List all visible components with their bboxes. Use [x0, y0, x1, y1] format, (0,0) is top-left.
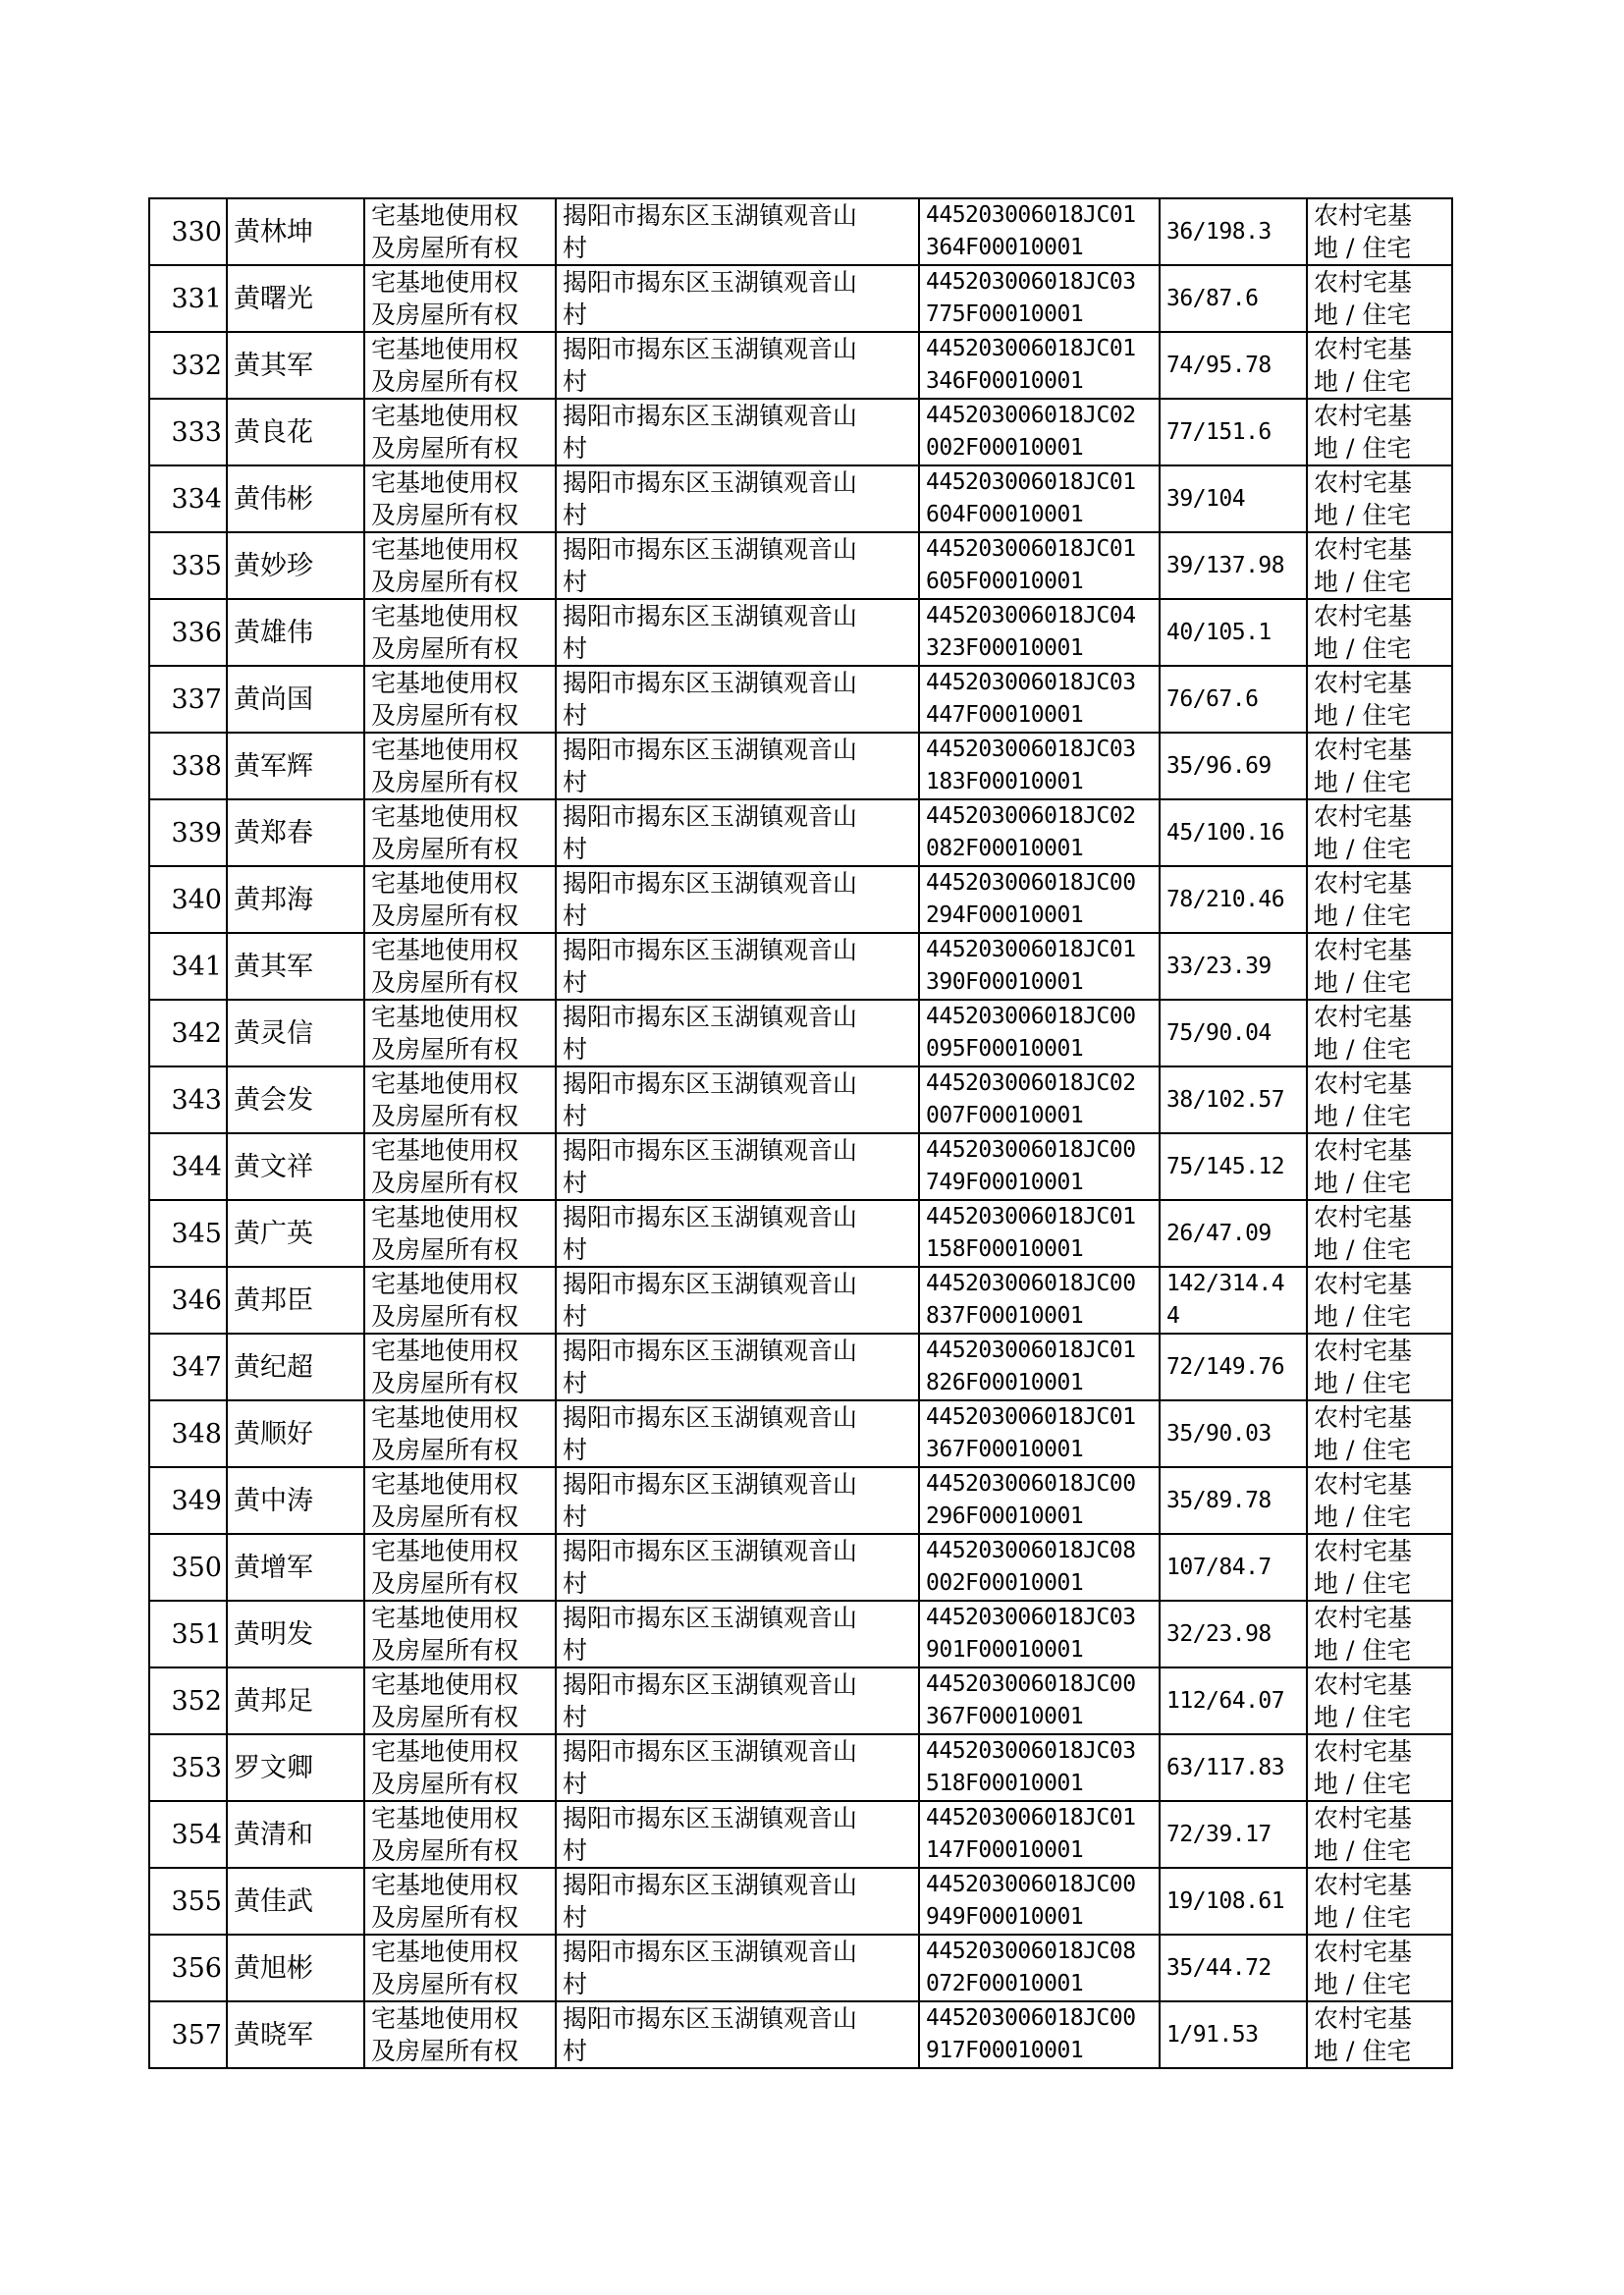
row-number-cell: 354 — [149, 1801, 227, 1868]
row-number-cell: 346 — [149, 1267, 227, 1334]
land-use-cell: 农村宅基 地 / 住宅 — [1307, 666, 1452, 733]
table-row — [149, 666, 1452, 733]
land-use-cell: 农村宅基 地 / 住宅 — [1307, 1000, 1452, 1066]
row-number-cell: 339 — [149, 799, 227, 866]
land-use-cell: 农村宅基 地 / 住宅 — [1307, 198, 1452, 265]
owner-name-cell: 黄晓军 — [227, 2001, 364, 2068]
location-cell: 揭阳市揭东区玉湖镇观音山 村 — [556, 933, 919, 1000]
area-cell: 40/105.1 — [1160, 599, 1307, 666]
table-row — [149, 532, 1452, 599]
table-row — [149, 599, 1452, 666]
table-row — [149, 1200, 1452, 1267]
land-use-cell: 农村宅基 地 / 住宅 — [1307, 399, 1452, 465]
row-number-cell: 355 — [149, 1868, 227, 1935]
land-use-cell: 农村宅基 地 / 住宅 — [1307, 265, 1452, 332]
land-use-cell: 农村宅基 地 / 住宅 — [1307, 2001, 1452, 2068]
area-cell: 72/149.76 — [1160, 1334, 1307, 1400]
area-cell: 72/39.17 — [1160, 1801, 1307, 1868]
right-type-cell: 宅基地使用权 及房屋所有权 — [364, 866, 556, 933]
owner-name-cell: 罗文卿 — [227, 1734, 364, 1801]
owner-name-cell: 黄明发 — [227, 1601, 364, 1667]
land-use-cell: 农村宅基 地 / 住宅 — [1307, 1534, 1452, 1601]
unit-code-cell: 445203006018JC02 002F00010001 — [919, 399, 1160, 465]
row-number-cell: 347 — [149, 1334, 227, 1400]
unit-code-cell: 445203006018JC04 323F00010001 — [919, 599, 1160, 666]
owner-name-cell: 黄曙光 — [227, 265, 364, 332]
owner-name-cell: 黄增军 — [227, 1534, 364, 1601]
unit-code-cell: 445203006018JC01 364F00010001 — [919, 198, 1160, 265]
right-type-cell: 宅基地使用权 及房屋所有权 — [364, 465, 556, 532]
area-cell: 112/64.07 — [1160, 1667, 1307, 1734]
unit-code-cell: 445203006018JC03 901F00010001 — [919, 1601, 1160, 1667]
table-row — [149, 1267, 1452, 1334]
right-type-cell: 宅基地使用权 及房屋所有权 — [364, 1267, 556, 1334]
row-number-cell: 344 — [149, 1133, 227, 1200]
unit-code-cell: 445203006018JC01 158F00010001 — [919, 1200, 1160, 1267]
land-use-cell: 农村宅基 地 / 住宅 — [1307, 1734, 1452, 1801]
right-type-cell: 宅基地使用权 及房屋所有权 — [364, 1667, 556, 1734]
location-cell: 揭阳市揭东区玉湖镇观音山 村 — [556, 1000, 919, 1066]
area-cell: 63/117.83 — [1160, 1734, 1307, 1801]
table-row — [149, 198, 1452, 265]
owner-name-cell: 黄邦足 — [227, 1667, 364, 1734]
right-type-cell: 宅基地使用权 及房屋所有权 — [364, 599, 556, 666]
owner-name-cell: 黄邦臣 — [227, 1267, 364, 1334]
land-use-cell: 农村宅基 地 / 住宅 — [1307, 1667, 1452, 1734]
table-row — [149, 1801, 1452, 1868]
right-type-cell: 宅基地使用权 及房屋所有权 — [364, 1801, 556, 1868]
owner-name-cell: 黄旭彬 — [227, 1935, 364, 2001]
owner-name-cell: 黄其军 — [227, 332, 364, 399]
location-cell: 揭阳市揭东区玉湖镇观音山 村 — [556, 265, 919, 332]
location-cell: 揭阳市揭东区玉湖镇观音山 村 — [556, 399, 919, 465]
land-use-cell: 农村宅基 地 / 住宅 — [1307, 933, 1452, 1000]
area-cell: 76/67.6 — [1160, 666, 1307, 733]
owner-name-cell: 黄其军 — [227, 933, 364, 1000]
table-row — [149, 1400, 1452, 1467]
location-cell: 揭阳市揭东区玉湖镇观音山 村 — [556, 1467, 919, 1534]
unit-code-cell: 445203006018JC00 095F00010001 — [919, 1000, 1160, 1066]
land-use-cell: 农村宅基 地 / 住宅 — [1307, 1400, 1452, 1467]
unit-code-cell: 445203006018JC01 826F00010001 — [919, 1334, 1160, 1400]
land-use-cell: 农村宅基 地 / 住宅 — [1307, 1601, 1452, 1667]
land-use-cell: 农村宅基 地 / 住宅 — [1307, 1935, 1452, 2001]
area-cell: 36/198.3 — [1160, 198, 1307, 265]
table-row — [149, 1734, 1452, 1801]
unit-code-cell: 445203006018JC00 367F00010001 — [919, 1667, 1160, 1734]
table-row — [149, 399, 1452, 465]
unit-code-cell: 445203006018JC01 604F00010001 — [919, 465, 1160, 532]
location-cell: 揭阳市揭东区玉湖镇观音山 村 — [556, 1066, 919, 1133]
right-type-cell: 宅基地使用权 及房屋所有权 — [364, 399, 556, 465]
owner-name-cell: 黄灵信 — [227, 1000, 364, 1066]
table-row — [149, 866, 1452, 933]
land-rights-table — [148, 197, 1453, 2069]
right-type-cell: 宅基地使用权 及房屋所有权 — [364, 1935, 556, 2001]
row-number-cell: 350 — [149, 1534, 227, 1601]
owner-name-cell: 黄良花 — [227, 399, 364, 465]
area-cell: 78/210.46 — [1160, 866, 1307, 933]
location-cell: 揭阳市揭东区玉湖镇观音山 村 — [556, 599, 919, 666]
right-type-cell: 宅基地使用权 及房屋所有权 — [364, 1200, 556, 1267]
right-type-cell: 宅基地使用权 及房屋所有权 — [364, 666, 556, 733]
area-cell: 33/23.39 — [1160, 933, 1307, 1000]
area-cell: 45/100.16 — [1160, 799, 1307, 866]
table-row — [149, 733, 1452, 799]
location-cell: 揭阳市揭东区玉湖镇观音山 村 — [556, 1734, 919, 1801]
land-use-cell: 农村宅基 地 / 住宅 — [1307, 1334, 1452, 1400]
table-row — [149, 1133, 1452, 1200]
area-cell: 35/96.69 — [1160, 733, 1307, 799]
location-cell: 揭阳市揭东区玉湖镇观音山 村 — [556, 198, 919, 265]
location-cell: 揭阳市揭东区玉湖镇观音山 村 — [556, 799, 919, 866]
location-cell: 揭阳市揭东区玉湖镇观音山 村 — [556, 1667, 919, 1734]
row-number-cell: 336 — [149, 599, 227, 666]
right-type-cell: 宅基地使用权 及房屋所有权 — [364, 2001, 556, 2068]
row-number-cell: 341 — [149, 933, 227, 1000]
right-type-cell: 宅基地使用权 及房屋所有权 — [364, 733, 556, 799]
area-cell: 75/90.04 — [1160, 1000, 1307, 1066]
row-number-cell: 334 — [149, 465, 227, 532]
row-number-cell: 351 — [149, 1601, 227, 1667]
right-type-cell: 宅基地使用权 及房屋所有权 — [364, 1734, 556, 1801]
location-cell: 揭阳市揭东区玉湖镇观音山 村 — [556, 1801, 919, 1868]
table-row — [149, 799, 1452, 866]
table-row — [149, 1868, 1452, 1935]
land-use-cell: 农村宅基 地 / 住宅 — [1307, 599, 1452, 666]
row-number-cell: 333 — [149, 399, 227, 465]
area-cell: 75/145.12 — [1160, 1133, 1307, 1200]
location-cell: 揭阳市揭东区玉湖镇观音山 村 — [556, 1601, 919, 1667]
right-type-cell: 宅基地使用权 及房屋所有权 — [364, 1601, 556, 1667]
location-cell: 揭阳市揭东区玉湖镇观音山 村 — [556, 332, 919, 399]
row-number-cell: 352 — [149, 1667, 227, 1734]
row-number-cell: 357 — [149, 2001, 227, 2068]
table-row — [149, 2001, 1452, 2068]
area-cell: 1/91.53 — [1160, 2001, 1307, 2068]
location-cell: 揭阳市揭东区玉湖镇观音山 村 — [556, 1534, 919, 1601]
table-row — [149, 1667, 1452, 1734]
unit-code-cell: 445203006018JC01 390F00010001 — [919, 933, 1160, 1000]
table-row — [149, 465, 1452, 532]
row-number-cell: 332 — [149, 332, 227, 399]
right-type-cell: 宅基地使用权 及房屋所有权 — [364, 1467, 556, 1534]
unit-code-cell: 445203006018JC00 749F00010001 — [919, 1133, 1160, 1200]
owner-name-cell: 黄伟彬 — [227, 465, 364, 532]
owner-name-cell: 黄雄伟 — [227, 599, 364, 666]
table-row — [149, 1334, 1452, 1400]
land-use-cell: 农村宅基 地 / 住宅 — [1307, 1868, 1452, 1935]
unit-code-cell: 445203006018JC01 147F00010001 — [919, 1801, 1160, 1868]
table-body — [149, 198, 1452, 2068]
unit-code-cell: 445203006018JC03 775F00010001 — [919, 265, 1160, 332]
area-cell: 36/87.6 — [1160, 265, 1307, 332]
location-cell: 揭阳市揭东区玉湖镇观音山 村 — [556, 1334, 919, 1400]
unit-code-cell: 445203006018JC00 294F00010001 — [919, 866, 1160, 933]
table-row — [149, 1000, 1452, 1066]
table-row — [149, 933, 1452, 1000]
location-cell: 揭阳市揭东区玉湖镇观音山 村 — [556, 1868, 919, 1935]
right-type-cell: 宅基地使用权 及房屋所有权 — [364, 198, 556, 265]
land-use-cell: 农村宅基 地 / 住宅 — [1307, 866, 1452, 933]
area-cell: 142/314.4 4 — [1160, 1267, 1307, 1334]
land-use-cell: 农村宅基 地 / 住宅 — [1307, 1133, 1452, 1200]
row-number-cell: 338 — [149, 733, 227, 799]
location-cell: 揭阳市揭东区玉湖镇观音山 村 — [556, 1133, 919, 1200]
unit-code-cell: 445203006018JC01 605F00010001 — [919, 532, 1160, 599]
row-number-cell: 356 — [149, 1935, 227, 2001]
unit-code-cell: 445203006018JC03 447F00010001 — [919, 666, 1160, 733]
table-row — [149, 1467, 1452, 1534]
land-use-cell: 农村宅基 地 / 住宅 — [1307, 332, 1452, 399]
location-cell: 揭阳市揭东区玉湖镇观音山 村 — [556, 733, 919, 799]
right-type-cell: 宅基地使用权 及房屋所有权 — [364, 1066, 556, 1133]
right-type-cell: 宅基地使用权 及房屋所有权 — [364, 332, 556, 399]
right-type-cell: 宅基地使用权 及房屋所有权 — [364, 1534, 556, 1601]
owner-name-cell: 黄清和 — [227, 1801, 364, 1868]
owner-name-cell: 黄郑春 — [227, 799, 364, 866]
location-cell: 揭阳市揭东区玉湖镇观音山 村 — [556, 532, 919, 599]
table-row — [149, 1601, 1452, 1667]
unit-code-cell: 445203006018JC08 072F00010001 — [919, 1935, 1160, 2001]
area-cell: 74/95.78 — [1160, 332, 1307, 399]
location-cell: 揭阳市揭东区玉湖镇观音山 村 — [556, 1267, 919, 1334]
row-number-cell: 343 — [149, 1066, 227, 1133]
unit-code-cell: 445203006018JC00 917F00010001 — [919, 2001, 1160, 2068]
owner-name-cell: 黄尚国 — [227, 666, 364, 733]
land-use-cell: 农村宅基 地 / 住宅 — [1307, 1200, 1452, 1267]
area-cell: 107/84.7 — [1160, 1534, 1307, 1601]
row-number-cell: 340 — [149, 866, 227, 933]
right-type-cell: 宅基地使用权 及房屋所有权 — [364, 1400, 556, 1467]
unit-code-cell: 445203006018JC08 002F00010001 — [919, 1534, 1160, 1601]
land-use-cell: 农村宅基 地 / 住宅 — [1307, 1467, 1452, 1534]
land-use-cell: 农村宅基 地 / 住宅 — [1307, 532, 1452, 599]
location-cell: 揭阳市揭东区玉湖镇观音山 村 — [556, 1935, 919, 2001]
row-number-cell: 331 — [149, 265, 227, 332]
area-cell: 39/104 — [1160, 465, 1307, 532]
unit-code-cell: 445203006018JC01 367F00010001 — [919, 1400, 1160, 1467]
table-row — [149, 265, 1452, 332]
area-cell: 39/137.98 — [1160, 532, 1307, 599]
land-use-cell: 农村宅基 地 / 住宅 — [1307, 799, 1452, 866]
owner-name-cell: 黄妙珍 — [227, 532, 364, 599]
row-number-cell: 330 — [149, 198, 227, 265]
owner-name-cell: 黄文祥 — [227, 1133, 364, 1200]
owner-name-cell: 黄中涛 — [227, 1467, 364, 1534]
unit-code-cell: 445203006018JC03 183F00010001 — [919, 733, 1160, 799]
owner-name-cell: 黄邦海 — [227, 866, 364, 933]
right-type-cell: 宅基地使用权 及房屋所有权 — [364, 933, 556, 1000]
unit-code-cell: 445203006018JC01 346F00010001 — [919, 332, 1160, 399]
row-number-cell: 335 — [149, 532, 227, 599]
location-cell: 揭阳市揭东区玉湖镇观音山 村 — [556, 666, 919, 733]
owner-name-cell: 黄佳武 — [227, 1868, 364, 1935]
right-type-cell: 宅基地使用权 及房屋所有权 — [364, 1334, 556, 1400]
right-type-cell: 宅基地使用权 及房屋所有权 — [364, 1000, 556, 1066]
row-number-cell: 349 — [149, 1467, 227, 1534]
owner-name-cell: 黄军辉 — [227, 733, 364, 799]
row-number-cell: 348 — [149, 1400, 227, 1467]
location-cell: 揭阳市揭东区玉湖镇观音山 村 — [556, 1400, 919, 1467]
area-cell: 38/102.57 — [1160, 1066, 1307, 1133]
land-use-cell: 农村宅基 地 / 住宅 — [1307, 733, 1452, 799]
row-number-cell: 345 — [149, 1200, 227, 1267]
right-type-cell: 宅基地使用权 及房屋所有权 — [364, 1868, 556, 1935]
table-row — [149, 1066, 1452, 1133]
owner-name-cell: 黄纪超 — [227, 1334, 364, 1400]
area-cell: 35/44.72 — [1160, 1935, 1307, 2001]
area-cell: 19/108.61 — [1160, 1868, 1307, 1935]
right-type-cell: 宅基地使用权 及房屋所有权 — [364, 1133, 556, 1200]
owner-name-cell: 黄广英 — [227, 1200, 364, 1267]
area-cell: 32/23.98 — [1160, 1601, 1307, 1667]
table-row — [149, 1534, 1452, 1601]
area-cell: 77/151.6 — [1160, 399, 1307, 465]
right-type-cell: 宅基地使用权 及房屋所有权 — [364, 799, 556, 866]
row-number-cell: 353 — [149, 1734, 227, 1801]
location-cell: 揭阳市揭东区玉湖镇观音山 村 — [556, 465, 919, 532]
table-row — [149, 1935, 1452, 2001]
row-number-cell: 337 — [149, 666, 227, 733]
owner-name-cell: 黄林坤 — [227, 198, 364, 265]
unit-code-cell: 445203006018JC02 082F00010001 — [919, 799, 1160, 866]
owner-name-cell: 黄会发 — [227, 1066, 364, 1133]
area-cell: 35/90.03 — [1160, 1400, 1307, 1467]
unit-code-cell: 445203006018JC00 949F00010001 — [919, 1868, 1160, 1935]
right-type-cell: 宅基地使用权 及房屋所有权 — [364, 532, 556, 599]
right-type-cell: 宅基地使用权 及房屋所有权 — [364, 265, 556, 332]
row-number-cell: 342 — [149, 1000, 227, 1066]
land-use-cell: 农村宅基 地 / 住宅 — [1307, 1066, 1452, 1133]
land-use-cell: 农村宅基 地 / 住宅 — [1307, 1267, 1452, 1334]
location-cell: 揭阳市揭东区玉湖镇观音山 村 — [556, 2001, 919, 2068]
location-cell: 揭阳市揭东区玉湖镇观音山 村 — [556, 1200, 919, 1267]
area-cell: 26/47.09 — [1160, 1200, 1307, 1267]
unit-code-cell: 445203006018JC00 837F00010001 — [919, 1267, 1160, 1334]
owner-name-cell: 黄顺好 — [227, 1400, 364, 1467]
land-use-cell: 农村宅基 地 / 住宅 — [1307, 465, 1452, 532]
unit-code-cell: 445203006018JC00 296F00010001 — [919, 1467, 1160, 1534]
unit-code-cell: 445203006018JC02 007F00010001 — [919, 1066, 1160, 1133]
unit-code-cell: 445203006018JC03 518F00010001 — [919, 1734, 1160, 1801]
land-use-cell: 农村宅基 地 / 住宅 — [1307, 1801, 1452, 1868]
table-row — [149, 332, 1452, 399]
location-cell: 揭阳市揭东区玉湖镇观音山 村 — [556, 866, 919, 933]
area-cell: 35/89.78 — [1160, 1467, 1307, 1534]
